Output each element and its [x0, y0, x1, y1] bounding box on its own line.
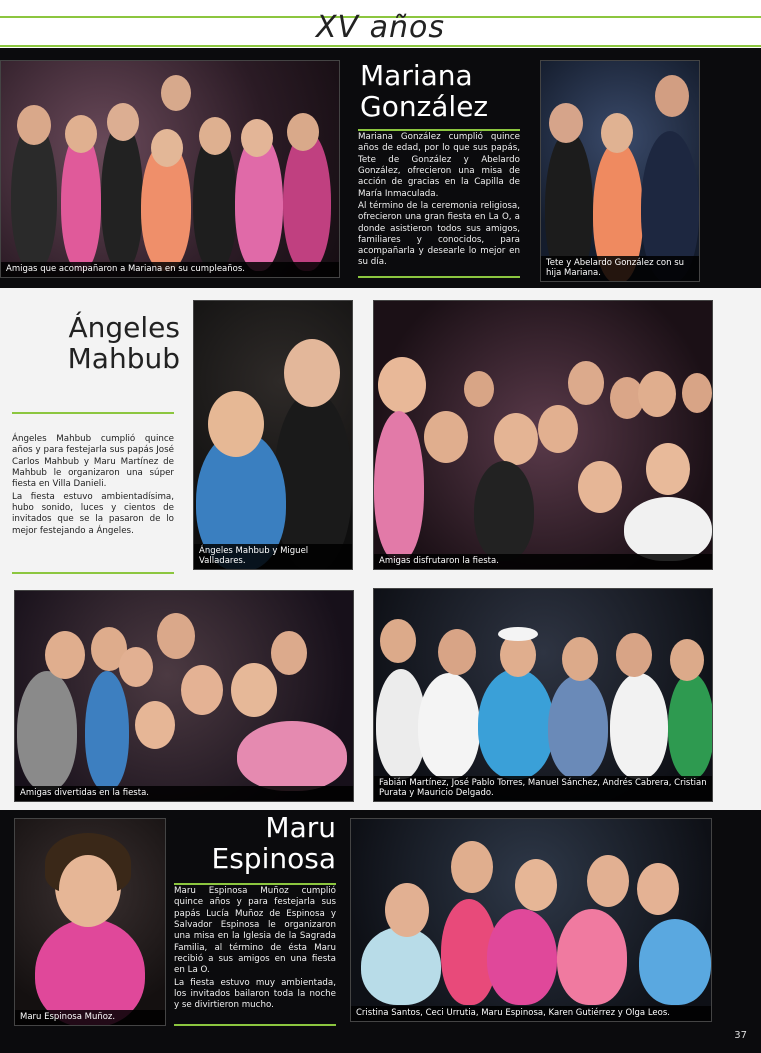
mariana-paragraph-1: Mariana González cumplió quince años de edad, por lo que sus papás, Tete de González y Abelardo González, ofrecieron una misa de acción de gracias en la Capilla de María Inmaculada. — [358, 132, 520, 199]
maru-section — [0, 810, 761, 1053]
maru-heading-rule — [174, 883, 336, 885]
caption-mariana-friends: Amigas que acompañaron a Mariana en su cumpleaños. — [1, 262, 339, 277]
photo-angeles-party — [373, 300, 713, 570]
maru-article-text — [174, 886, 336, 1012]
caption-maru-portrait: Maru Espinosa Muñoz. — [15, 1010, 165, 1025]
mariana-name-last: González — [360, 90, 489, 124]
caption-maru-group: Cristina Santos, Ceci Urrutia, Maru Espinosa, Karen Gutiérrez y Olga Leos. — [351, 1006, 711, 1021]
angeles-name-first: Ángeles — [68, 311, 180, 344]
angeles-heading-rule — [12, 412, 174, 414]
mariana-heading-rule — [358, 129, 520, 131]
photo-mariana-friends — [0, 60, 340, 278]
mariana-section — [0, 48, 761, 288]
photo-angeles-boys — [373, 588, 713, 802]
maru-paragraph-2: La fiesta estuvo muy ambientada, los invitados bailaron toda la noche y se divirtieron mucho. — [174, 977, 336, 1011]
mariana-bottom-rule — [358, 276, 520, 278]
maru-name-last: Espinosa — [211, 842, 336, 876]
mariana-article-text — [358, 132, 520, 270]
angeles-article-text — [12, 434, 174, 538]
maru-paragraph-1: Maru Espinosa Muñoz cumplió quince años y para festejarla sus papás Lucía Muñoz de Espinosa y Salvador Espinosa le organizaron una misa en la Iglesia de la Sagrada Familia, al término de ésta Maru recibió a sus amigos en una fiesta en La O. — [174, 886, 336, 976]
header-bottom-rule — [0, 45, 761, 47]
angeles-paragraph-1: Ángeles Mahbub cumplió quince años y para festejarla sus papás José Carlos Mahbub y Maru Martínez de Mahbub le organizaron una súper fiesta en Villa Danieli. — [12, 434, 174, 490]
photo-angeles-couple — [193, 300, 353, 570]
page-number: 37 — [734, 1030, 747, 1041]
caption-angeles-boys: Fabián Martínez, José Pablo Torres, Manuel Sánchez, Andrés Cabrera, Cristian Purata y Mauricio Delgado. — [374, 776, 712, 801]
mariana-name-heading — [360, 60, 530, 123]
angeles-bottom-rule — [12, 572, 174, 574]
caption-angeles-party: Amigas disfrutaron la fiesta. — [374, 554, 712, 569]
mariana-name-first: Mariana — [360, 59, 473, 92]
angeles-name-heading — [40, 312, 180, 375]
page-header — [0, 0, 761, 48]
angeles-name-last: Mahbub — [67, 342, 180, 376]
photo-maru-portrait — [14, 818, 166, 1026]
photo-maru-group — [350, 818, 712, 1022]
maru-name-first: Maru — [265, 811, 336, 844]
photo-angeles-girls — [14, 590, 354, 802]
caption-angeles-girls: Amigas divertidas en la fiesta. — [15, 786, 353, 801]
angeles-section — [0, 288, 761, 810]
mariana-paragraph-2: Al término de la ceremonia religiosa, ofrecieron una gran fiesta en La O, a donde asistieron todos sus amigos, familiares y conocidos, para acompañarla y desearle lo mejor en su día. — [358, 200, 520, 268]
caption-angeles-couple: Ángeles Mahbub y Miguel Valladares. — [194, 544, 352, 569]
angeles-paragraph-2: La fiesta estuvo ambientadísima, hubo sonido, luces y cientos de invitados que se la pasaron de lo mejor festejando a Ángeles. — [12, 491, 174, 536]
maru-bottom-rule — [174, 1024, 336, 1026]
maru-name-heading — [176, 812, 336, 875]
section-title: XV años — [316, 10, 445, 45]
photo-mariana-parents — [540, 60, 700, 282]
caption-mariana-parents: Tete y Abelardo González con su hija Mariana. — [541, 256, 699, 281]
